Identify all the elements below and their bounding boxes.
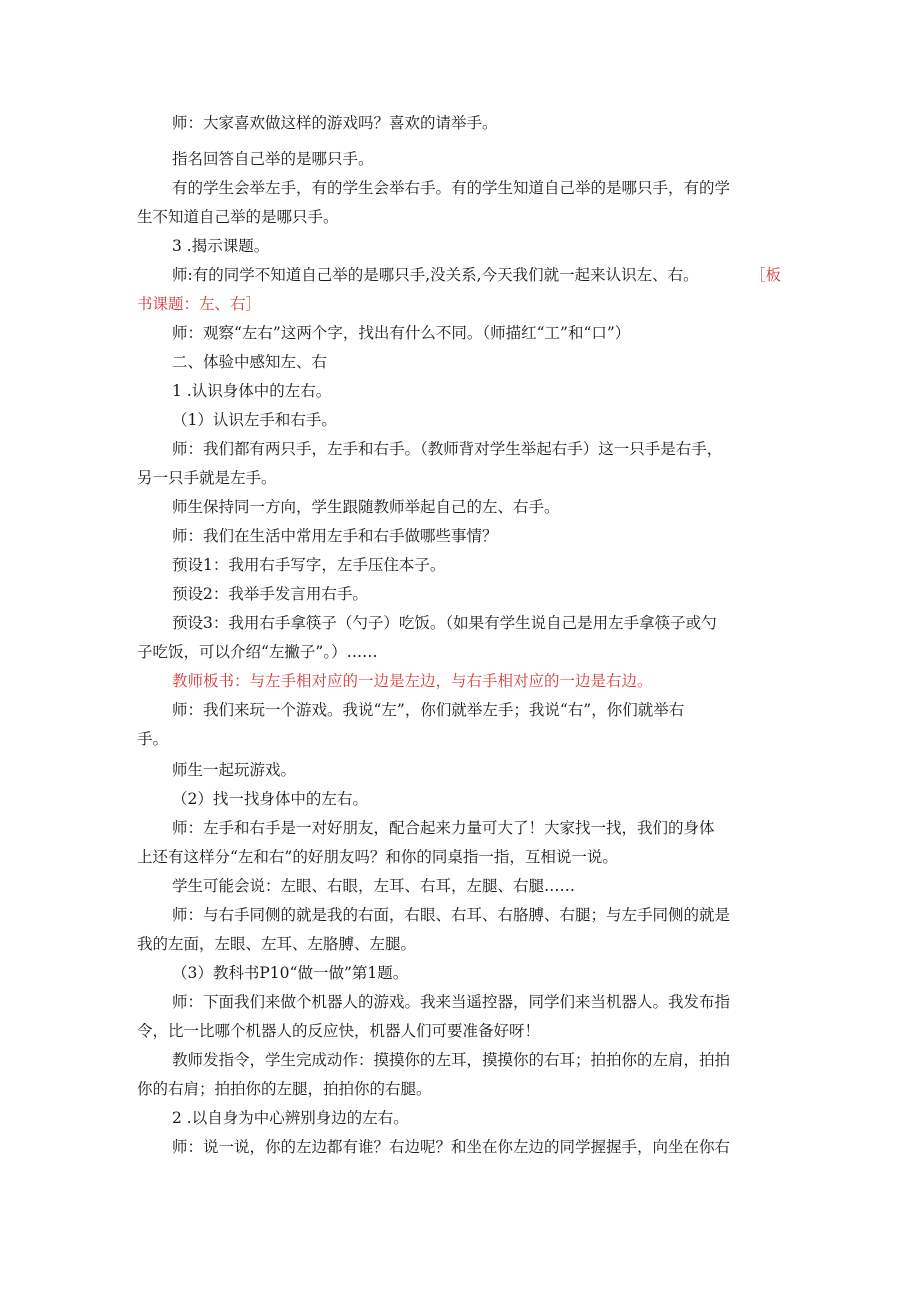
paragraph-line: 师：与右手同侧的就是我的右面，右眼、右耳、右胳膊、右腿；与左手同侧的就是 [172,906,731,924]
paragraph-line: 手。 [137,730,169,748]
paragraph-line: 教师发指令，学生完成动作：摸摸你的左耳，摸摸你的右耳；拍拍你的左肩，拍拍 [172,1051,731,1069]
paragraph-line: 师生保持同一方向，学生跟随教师举起自己的左、右手。 [172,498,560,516]
paragraph-line: 有的学生会举左手，有的学生会举右手。有的学生知道自己举的是哪只手，有的学 [172,179,731,197]
paragraph-line: 你的右肩；拍拍你的左腿，拍拍你的右腿。 [137,1080,432,1098]
section-heading: 1 .认识身体中的左右。 [172,382,332,400]
paragraph-line: 学生可能会说：左眼、右眼，左耳、右耳，左腿、右腿…… [172,877,576,895]
paragraph-line: 师：我们来玩一个游戏。我说“左”，你们就举左手；我说“右”，你们就举右 [172,701,685,719]
section-heading: 二、体验中感知左、右 [172,353,328,371]
board-note: 教师板书：与左手相对应的一边是左边，与右手相对应的一边是右边。 [172,672,653,690]
paragraph-line: 子吃饭，可以介绍“左撇子”。）…… [137,643,378,661]
paragraph-line: 预设2：我举手发言用右手。 [172,585,368,603]
paragraph-line: 师：说一说，你的左边都有谁？右边呢？和坐在你左边的同学握握手，向坐在你右 [172,1138,731,1156]
section-heading: （2）找一找身体中的左右。 [172,790,368,808]
paragraph-line: 我的左面，左眼、左耳、左胳膊、左腿。 [137,935,417,953]
paragraph-line: 另一只手就是左手。 [137,469,277,487]
section-heading: （1）认识左手和右手。 [172,411,337,429]
paragraph-line: 预设3：我用右手拿筷子（勺子）吃饭。（如果有学生说自己是用左手拿筷子或勺 [172,614,717,632]
paragraph-line: 师生一起玩游戏。 [172,761,297,779]
paragraph-line: 令，比一比哪个机器人的反应快，机器人们可要准备好呀！ [137,1022,541,1040]
paragraph-line: 师：左手和右手是一对好朋友，配合起来力量可大了！大家找一找，我们的身体 [172,819,715,837]
paragraph-line: 上还有这样分“左和右”的好朋友吗？和你的同桌指一指，互相说一说。 [137,848,618,866]
paragraph-line: 师：下面我们来做个机器人的游戏。我来当遥控器，同学们来当机器人。我发布指 [172,993,731,1011]
paragraph-line: 师：观察“左右”这两个字，找出有什么不同。（师描红“工”和“口”） [172,324,631,342]
paragraph-line: 师：大家喜欢做这样的游戏吗？喜欢的请举手。 [172,114,498,132]
paragraph-line: 师：我们都有两只手，左手和右手。（教师背对学生举起右手）这一只手是右手， [172,440,723,458]
paragraph-line: 师:有的同学不知道自己举的是哪只手,没关系,今天我们就一起来认识左、右。 [172,266,699,284]
board-note: ［板 [750,266,782,284]
section-heading: （3）教科书P10“做一做”第1题。 [172,964,409,982]
section-heading: 3 .揭示课题。 [172,237,270,255]
paragraph-line: 生不知道自己举的是哪只手。 [137,208,339,226]
section-heading: 2 .以自身为中心辨别身边的左右。 [172,1109,409,1127]
board-note: 书课题：左、右］ [137,295,262,313]
paragraph-line: 指名回答自己举的是哪只手。 [172,150,374,168]
paragraph-line: 师：我们在生活中常用左手和右手做哪些事情？ [172,527,498,545]
paragraph-line: 预设1：我用右手写字，左手压住本子。 [172,556,446,574]
